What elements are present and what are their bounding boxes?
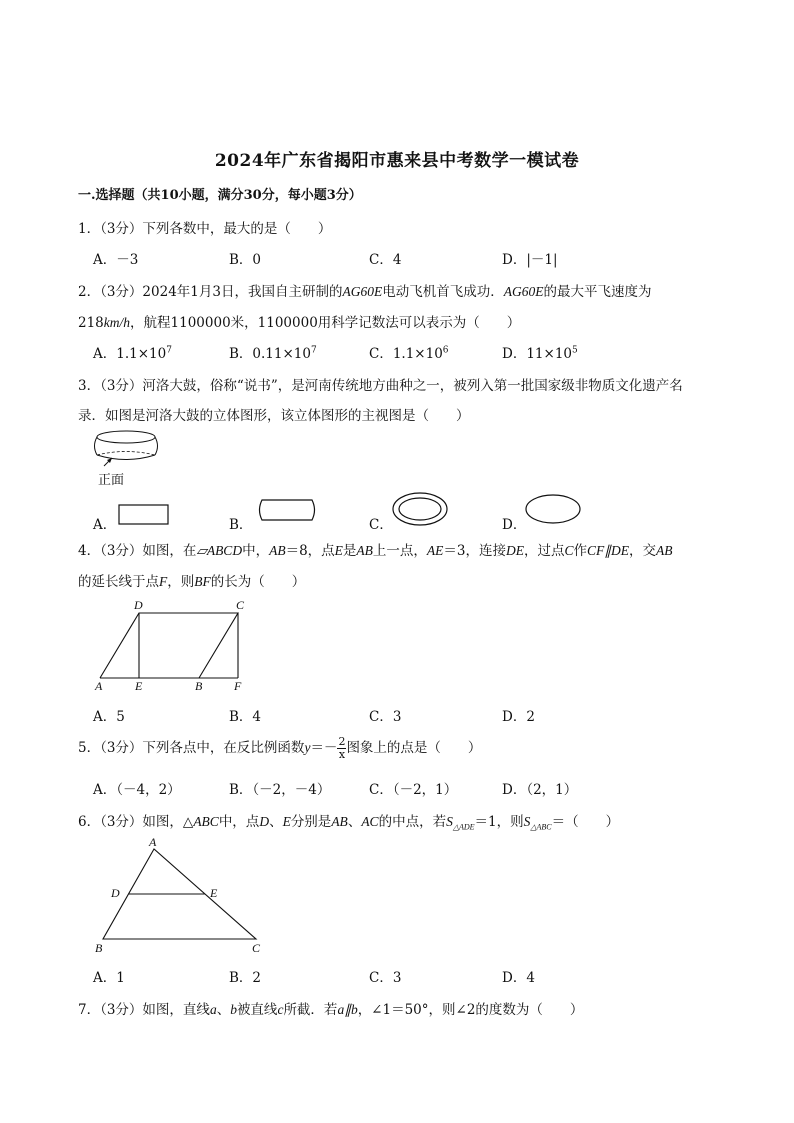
q3-option-b[interactable]: B． (229, 517, 253, 533)
fraction-2-over-x: $\frac{2}{x}$ (338, 735, 346, 761)
label-d: D (111, 886, 120, 900)
label-a: A (149, 835, 157, 849)
q5-option-a[interactable]: A．（－4，2） (93, 782, 181, 798)
q6-option-b[interactable]: B．2 (229, 970, 262, 986)
triangle-figure (88, 834, 273, 956)
question-6: 6．（3分）如图，△ABC中，点D、E分别是AB、AC的中点，若$S_{\triangle ADE}=1$，则$S_{\triangle ABC}=$（ ） (78, 814, 620, 832)
question-3-line-2: 录．如图是河洛大鼓的立体图形，该立体图形的主视图是（ ） (78, 408, 470, 424)
parallelogram-figure (90, 597, 260, 695)
label-b: B (95, 941, 103, 955)
question-4-line-2: 的延长线于点F，则BF的长为（ ） (78, 574, 306, 590)
page-title: 2024年广东省揭阳市惠来县中考数学一模试卷 (214, 151, 580, 171)
q1-option-a[interactable]: A．－3 (93, 252, 139, 268)
q2-option-b[interactable]: B．$0.11\times 10^7$ (229, 345, 317, 362)
q3-option-b-rounded-rect[interactable] (254, 497, 320, 525)
question-7: 7．（3分）如图，直线a、b被直线c所截．若a∥b，∠1＝50°，则∠2的度数为（ ） (78, 1002, 584, 1018)
section-heading: 一.选择题（共10小题，满分30分，每小题3分） (78, 188, 362, 203)
label-a: A (95, 679, 103, 693)
question-3-line-1: 3．（3分）河洛大鼓，俗称“说书”，是河南传统地方曲种之一，被列入第一批国家级非物质文化遗产名 (78, 378, 683, 394)
q4-option-b[interactable]: B．4 (229, 709, 262, 725)
q3-option-c-double-ellipse[interactable] (390, 490, 450, 528)
q1-option-d[interactable]: D．|－1| (502, 252, 558, 268)
q4-option-d[interactable]: D．2 (502, 709, 535, 725)
drum-3d-figure (88, 428, 168, 472)
q3-option-d-ellipse[interactable] (523, 493, 583, 527)
question-2-line-2: 218km/h，航程1100000米，1100000用科学记数法可以表示为（ ） (78, 315, 521, 331)
q3-option-d[interactable]: D． (502, 517, 527, 533)
label-e: E (135, 679, 143, 693)
q1-option-c[interactable]: C．4 (369, 252, 402, 268)
q5-option-d[interactable]: D．（2，1） (502, 782, 578, 798)
front-label: 正面 (98, 473, 125, 488)
label-d: D (134, 598, 143, 612)
label-c: C (252, 941, 261, 955)
q6-option-c[interactable]: C．3 (369, 970, 402, 986)
label-e: E (210, 886, 218, 900)
q5-option-c[interactable]: C．（－2，1） (369, 782, 458, 798)
q2-option-a[interactable]: A．$1.1\times 10^7$ (93, 345, 172, 362)
q2-option-d[interactable]: D．$11\times 10^5$ (502, 345, 578, 362)
q4-option-c[interactable]: C．3 (369, 709, 402, 725)
q6-option-a[interactable]: A．1 (93, 970, 125, 986)
q6-option-d[interactable]: D．4 (502, 970, 535, 986)
question-4-line-1: 4．（3分）如图，在▱ABCD中，AB＝8，点E是AB上一点，AE＝3，连接DE，过点C作CF∥DE，交AB (78, 543, 673, 559)
label-f: F (234, 679, 242, 693)
question-2-line-1: 2．（3分）2024年1月3日，我国自主研制的AG60E电动飞机首飞成功．AG60E的最大平飞速度为 (78, 284, 652, 300)
question-1: 1．（3分）下列各数中，最大的是（ ） (78, 221, 332, 237)
q3-option-c[interactable]: C． (369, 517, 393, 533)
label-b: B (195, 679, 203, 693)
q4-option-a[interactable]: A．5 (93, 709, 125, 725)
q3-option-a-rectangle[interactable] (117, 503, 171, 527)
q1-option-b[interactable]: B．0 (229, 252, 262, 268)
label-c: C (236, 598, 245, 612)
question-5: 5．（3分）下列各点中，在反比例函数y＝－ $\frac{2}{x}$ 图象上的点是（ ） (78, 735, 482, 761)
q2-option-c[interactable]: C．$1.1\times 10^6$ (369, 345, 449, 362)
q5-option-b[interactable]: B．（－2，－4） (229, 782, 331, 798)
q3-option-a[interactable]: A． (93, 517, 117, 533)
